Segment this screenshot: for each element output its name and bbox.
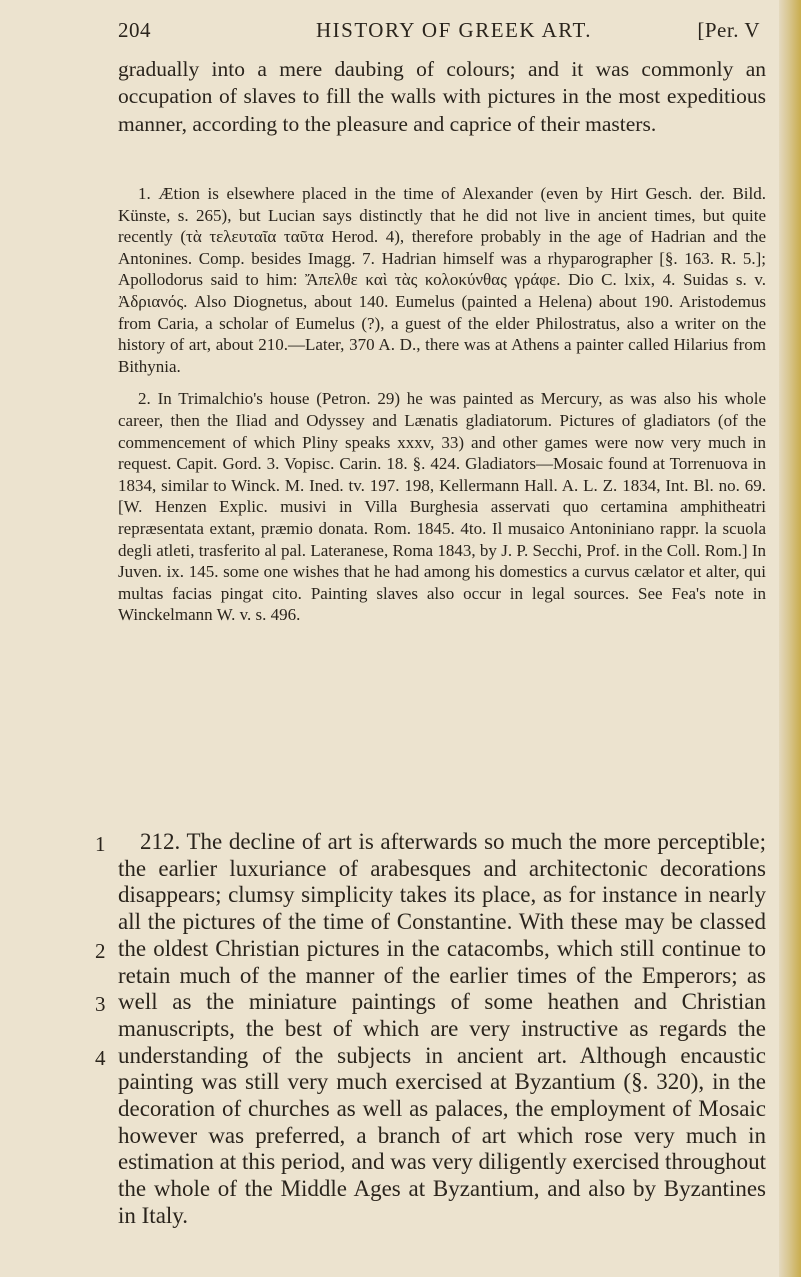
margin-number-1: 1 bbox=[95, 832, 106, 856]
margin-number-3: 3 bbox=[95, 992, 106, 1016]
section-212-paragraph: 212. The decline of art is afterwards so much the more perceptible; the earlier luxuriance of arabesques and architectonic decorations disappears; clumsy simplicity takes its place, as for instance in nearly all the pictures of the time of Constantine. With these may be classed the oldest Christian pictures in the catacombs, which still continue to retain much of the manner of the earlier times of the Emperors; as well as the miniature paintings of some heathen and Christian manuscripts, the best of which are very instructive as regards the understanding of the subjects in ancient art. Although encaustic painting was still very much exercised at Byzantium (§. 320), in the decoration of churches as well as palaces, the employment of Mosaic however was preferred, a branch of art which rose very much in estimation at this period, and was very diligently exercised throughout the whole of the Middle Ages at Byzantium, and also by Byzantines in Italy. bbox=[118, 829, 766, 1228]
intro-paragraph: gradually into a mere daubing of colours; and it was commonly an occupation of slaves to fill the walls with pictures in the most expeditious manner, according to the pleasure and caprice of their masters. bbox=[118, 57, 766, 136]
running-header bbox=[118, 18, 760, 46]
page-number: 204 bbox=[118, 18, 151, 42]
running-title: HISTORY OF GREEK ART. bbox=[316, 18, 593, 42]
footnote-1: 1. Ætion is elsewhere placed in the time of Alexander (even by Hirt Gesch. der. Bild. Künste, s. 265), but Lucian says distinctly that he did not live in ancient times, but quite recently (τὰ τελευταῖα ταῦτα Herod. 4), therefore probably in the age of Hadrian and the Antonines. Comp. besides Imagg. 7. Hadrian himself was a rhyparographer [§. 163. R. 5.]; Apollodorus said to him: Ἄπελθε καὶ τὰς κολοκύνθας γράφε. Dio C. lxix, 4. Suidas s. v. Ἀδριανός. Also Diognetus, about 140. Eumelus (painted a Helena) about 190. Aristodemus from Caria, a scholar of Eumelus (?), a guest of the elder Philostratus, also a writer on the history of art, about 210.—Later, 370 A. D., there was at Athens a painter called Hilarius from Bithynia. bbox=[118, 184, 766, 376]
margin-number-4: 4 bbox=[95, 1046, 106, 1070]
footnotes-block bbox=[118, 183, 766, 626]
footnote-2: 2. In Trimalchio's house (Petron. 29) he was painted as Mercury, as was also his whole career, then the Iliad and Odyssey and Lænatis gladiatorum. Pictures of gladiators (of the commencement of which Pliny speaks xxxv, 33) and other games were now very much in request. Capit. Gord. 3. Vopisc. Carin. 18. §. 424. Gladiators—Mosaic found at Torrenuova in 1834, similar to Winck. M. Ined. tv. 197. 198, Kellermann Hall. A. L. Z. 1834, Int. Bl. no. 69. [W. Henzen Explic. musivi in Villa Burghesia asservati quo certamina amphitheatri repræsentata extant, præmio donata. Rom. 1845. 4to. Il musaico Antoniniano rappr. la scuola degli atleti, trasferito al pal. Lateranese, Roma 1843, by J. P. Secchi, Prof. in the Coll. Rom.] In Juven. ix. 145. some one wishes that he had among his domestics a curvus cælator et alter, qui multas facias pingat cito. Painting slaves also occur in legal sources. See Fea's note in Winckelmann W. v. s. 496. bbox=[118, 389, 766, 625]
margin-number-2: 2 bbox=[95, 939, 106, 963]
period-reference: [Per. V bbox=[697, 18, 760, 42]
page-edge-binding bbox=[779, 0, 801, 1277]
